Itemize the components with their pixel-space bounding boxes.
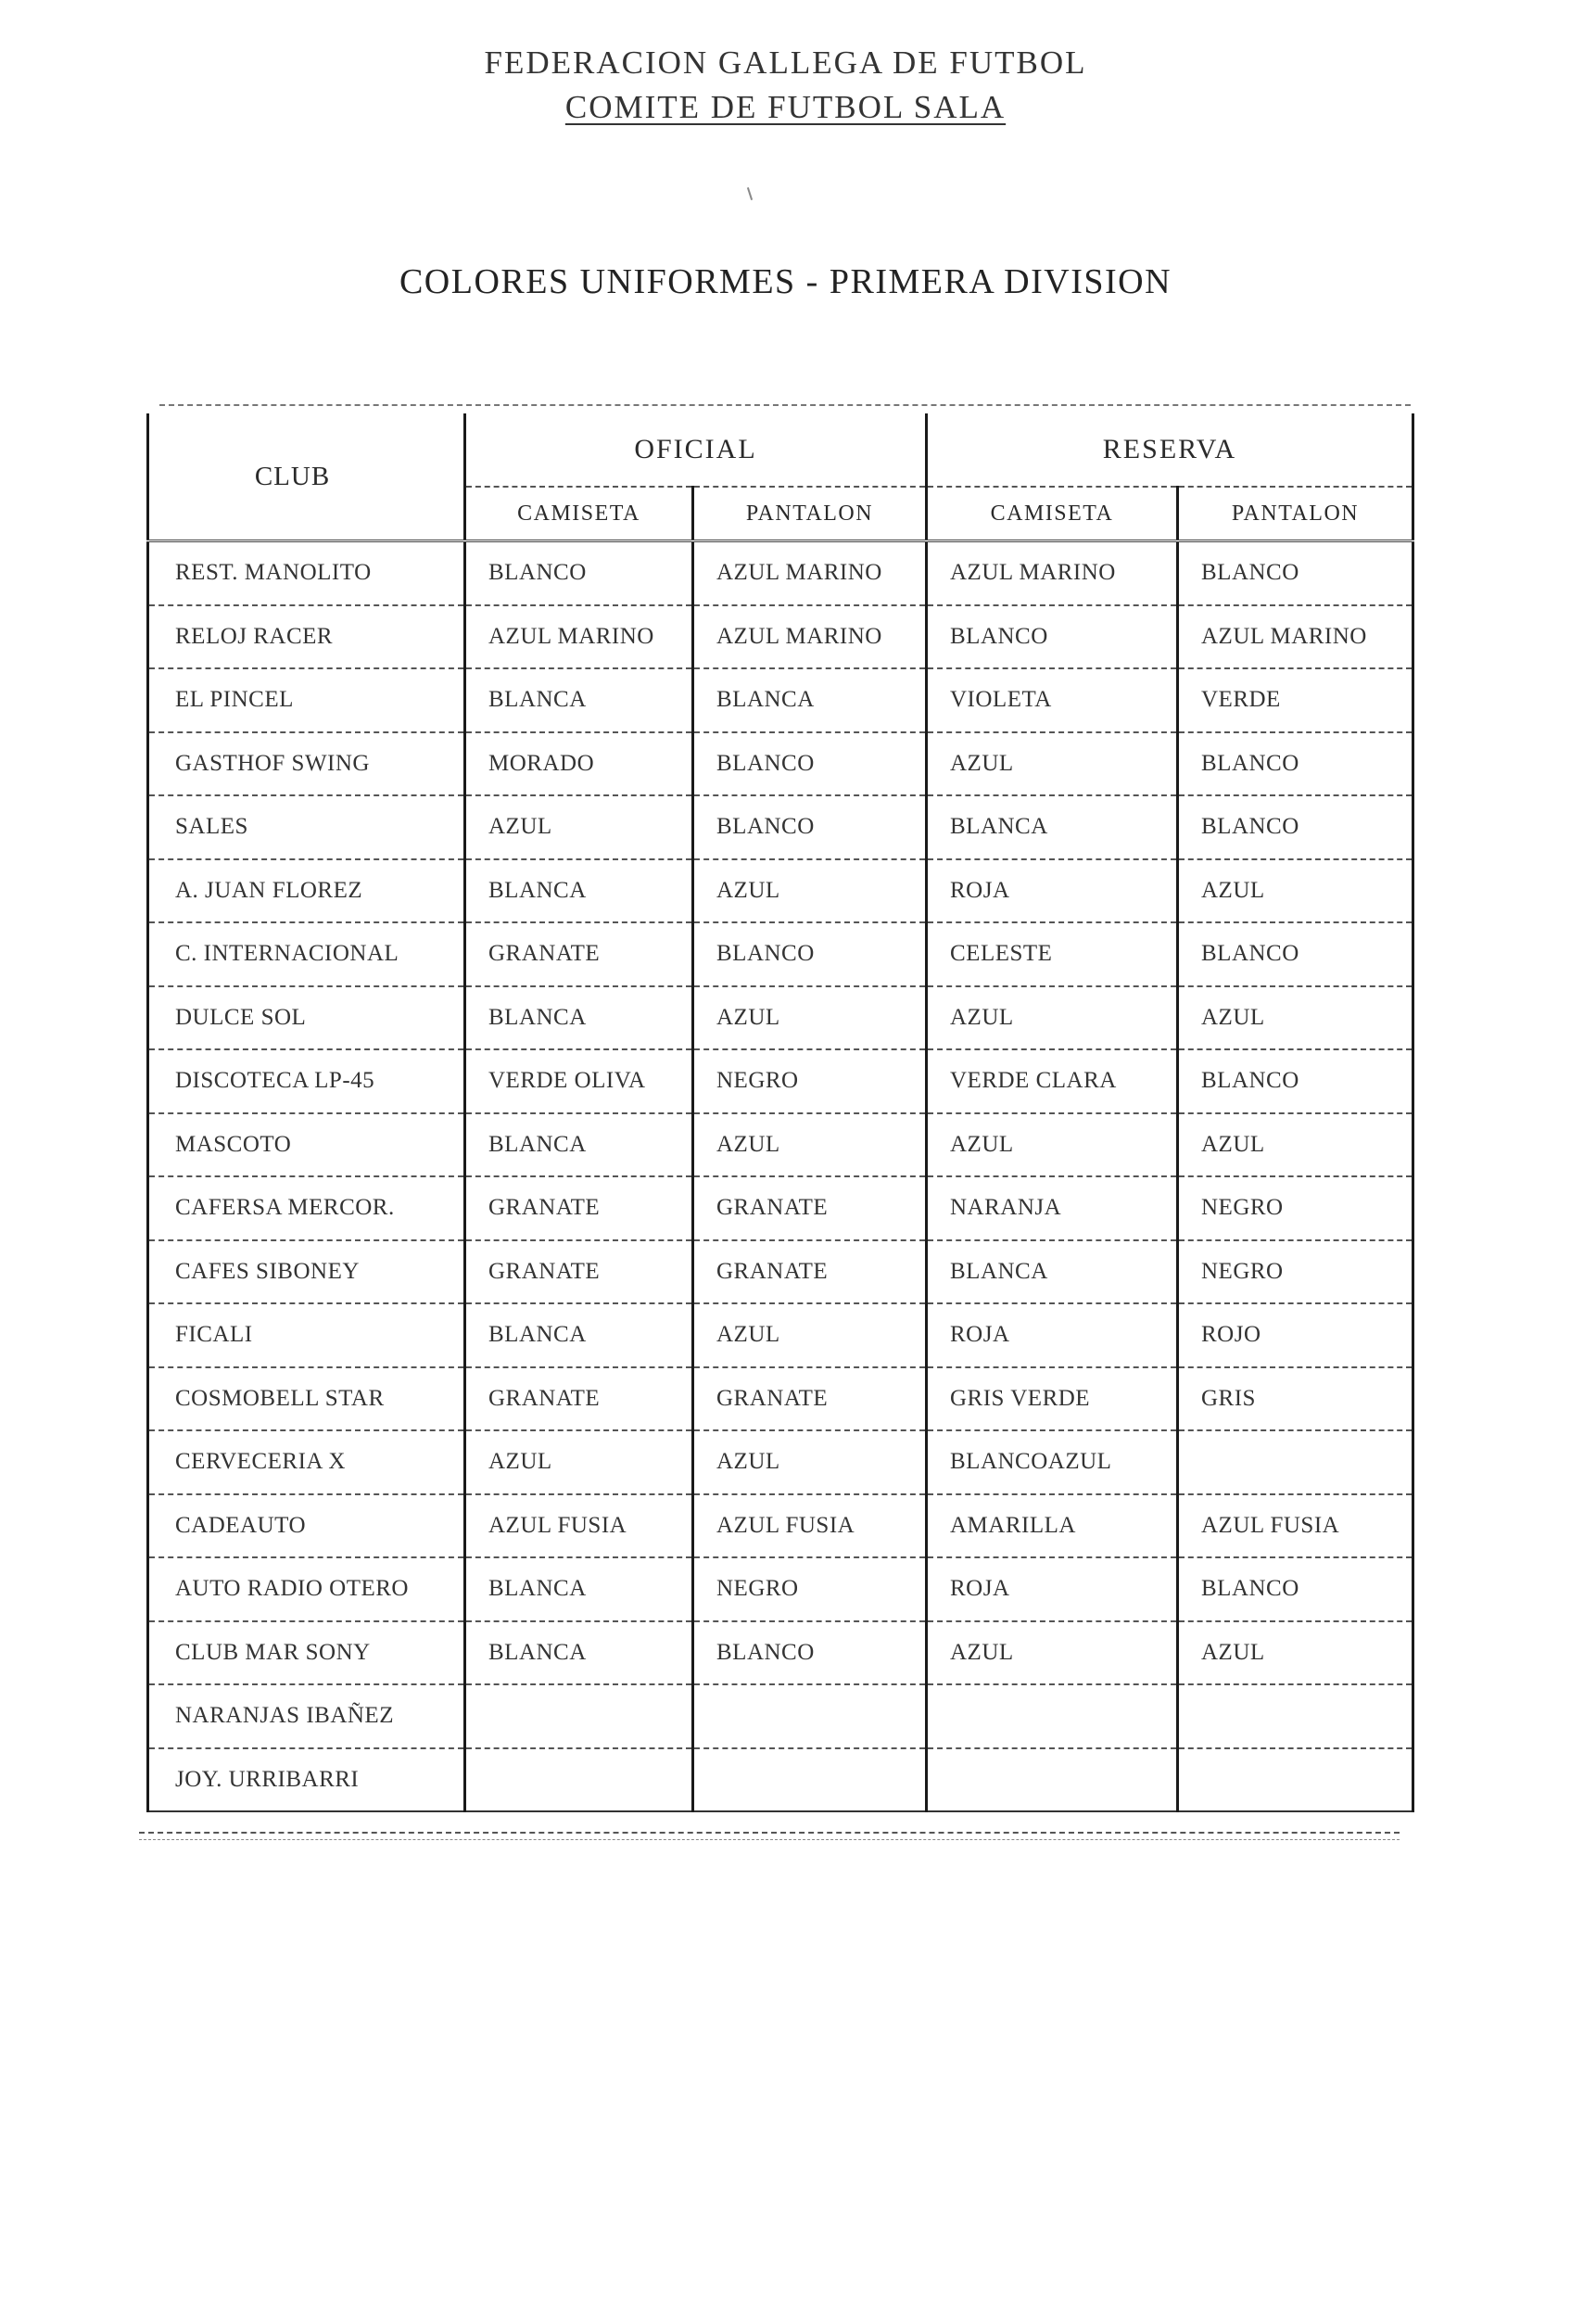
reserva-pantalon-cell bbox=[1178, 1430, 1413, 1494]
table-bottom-rule-secondary bbox=[139, 1839, 1400, 1840]
oficial-pantalon-cell: BLANCO bbox=[693, 922, 927, 986]
reserva-pantalon-cell bbox=[1178, 1748, 1413, 1812]
oficial-camiseta-cell: BLANCA bbox=[465, 1113, 693, 1177]
oficial-pantalon-cell: AZUL MARINO bbox=[693, 605, 927, 669]
reserva-pantalon-cell: AZUL bbox=[1178, 1113, 1413, 1177]
oficial-pantalon-cell: BLANCO bbox=[693, 732, 927, 796]
oficial-pantalon-cell: BLANCO bbox=[693, 795, 927, 859]
reserva-camiseta-cell: VERDE CLARA bbox=[927, 1049, 1178, 1113]
club-name-cell: GASTHOF SWING bbox=[148, 732, 465, 796]
club-name-cell: AUTO RADIO OTERO bbox=[148, 1557, 465, 1621]
reserva-pantalon-cell: AZUL bbox=[1178, 1621, 1413, 1685]
reserva-pantalon-header: PANTALON bbox=[1178, 487, 1413, 541]
oficial-camiseta-cell: BLANCA bbox=[465, 1557, 693, 1621]
reserva-camiseta-cell: AZUL bbox=[927, 986, 1178, 1050]
oficial-pantalon-cell: NEGRO bbox=[693, 1049, 927, 1113]
stray-mark bbox=[747, 187, 753, 200]
club-name-cell: SALES bbox=[148, 795, 465, 859]
club-name-cell: JOY. URRIBARRI bbox=[148, 1748, 465, 1812]
oficial-pantalon-cell: GRANATE bbox=[693, 1240, 927, 1304]
club-name-cell: CLUB MAR SONY bbox=[148, 1621, 465, 1685]
reserva-camiseta-cell: VIOLETA bbox=[927, 668, 1178, 732]
oficial-camiseta-cell: BLANCO bbox=[465, 541, 693, 605]
oficial-camiseta-cell: GRANATE bbox=[465, 1176, 693, 1240]
oficial-camiseta-cell: GRANATE bbox=[465, 922, 693, 986]
club-name-cell: CADEAUTO bbox=[148, 1494, 465, 1558]
uniform-colors-table-wrapper bbox=[146, 413, 1412, 1812]
oficial-camiseta-cell bbox=[465, 1748, 693, 1812]
table-body bbox=[148, 541, 1413, 1812]
club-name-cell: EL PINCEL bbox=[148, 668, 465, 732]
table-row bbox=[148, 1684, 1413, 1748]
oficial-camiseta-cell: MORADO bbox=[465, 732, 693, 796]
oficial-camiseta-cell: AZUL bbox=[465, 795, 693, 859]
oficial-camiseta-cell: AZUL FUSIA bbox=[465, 1494, 693, 1558]
club-name-cell: FICALI bbox=[148, 1303, 465, 1367]
table-row bbox=[148, 668, 1413, 732]
reserva-camiseta-cell: GRIS VERDE bbox=[927, 1367, 1178, 1431]
reserva-camiseta-cell: ROJA bbox=[927, 1303, 1178, 1367]
oficial-pantalon-header: PANTALON bbox=[693, 487, 927, 541]
oficial-camiseta-cell: BLANCA bbox=[465, 668, 693, 732]
club-name-cell: RELOJ RACER bbox=[148, 605, 465, 669]
reserva-camiseta-cell: AMARILLA bbox=[927, 1494, 1178, 1558]
reserva-camiseta-cell bbox=[927, 1684, 1178, 1748]
reserva-pantalon-cell: BLANCO bbox=[1178, 922, 1413, 986]
reserva-camiseta-cell: AZUL MARINO bbox=[927, 541, 1178, 605]
committee-title-text: COMITE DE FUTBOL SALA bbox=[564, 89, 1007, 125]
oficial-pantalon-cell: BLANCA bbox=[693, 668, 927, 732]
table-row bbox=[148, 605, 1413, 669]
reserva-camiseta-cell: ROJA bbox=[927, 859, 1178, 923]
document-title: COLORES UNIFORMES - PRIMERA DIVISION bbox=[399, 262, 1172, 301]
club-name-cell: CERVECERIA X bbox=[148, 1430, 465, 1494]
oficial-camiseta-cell: BLANCA bbox=[465, 1303, 693, 1367]
club-column-header: CLUB bbox=[148, 413, 465, 541]
reserva-camiseta-cell: BLANCA bbox=[927, 1240, 1178, 1304]
reserva-pantalon-cell: BLANCO bbox=[1178, 795, 1413, 859]
club-name-cell: COSMOBELL STAR bbox=[148, 1367, 465, 1431]
oficial-camiseta-cell bbox=[465, 1684, 693, 1748]
reserva-pantalon-cell: BLANCO bbox=[1178, 1049, 1413, 1113]
reserva-pantalon-cell: BLANCO bbox=[1178, 1557, 1413, 1621]
club-name-cell: DULCE SOL bbox=[148, 986, 465, 1050]
oficial-pantalon-cell: GRANATE bbox=[693, 1176, 927, 1240]
oficial-camiseta-cell: GRANATE bbox=[465, 1240, 693, 1304]
oficial-camiseta-cell: GRANATE bbox=[465, 1367, 693, 1431]
table-row bbox=[148, 1113, 1413, 1177]
table-row bbox=[148, 1049, 1413, 1113]
reserva-pantalon-cell: AZUL bbox=[1178, 859, 1413, 923]
reserva-pantalon-cell: BLANCO bbox=[1178, 732, 1413, 796]
table-row bbox=[148, 922, 1413, 986]
oficial-camiseta-cell: AZUL MARINO bbox=[465, 605, 693, 669]
club-name-cell: CAFES SIBONEY bbox=[148, 1240, 465, 1304]
club-name-cell: MASCOTO bbox=[148, 1113, 465, 1177]
reserva-camiseta-cell: BLANCA bbox=[927, 795, 1178, 859]
oficial-pantalon-cell: AZUL FUSIA bbox=[693, 1494, 927, 1558]
table-row bbox=[148, 1430, 1413, 1494]
table-group-header-row bbox=[148, 413, 1413, 487]
club-name-cell: CAFERSA MERCOR. bbox=[148, 1176, 465, 1240]
oficial-camiseta-cell: BLANCA bbox=[465, 986, 693, 1050]
oficial-camiseta-cell: AZUL bbox=[465, 1430, 693, 1494]
reserva-camiseta-cell: CELESTE bbox=[927, 922, 1178, 986]
reserva-pantalon-cell: NEGRO bbox=[1178, 1240, 1413, 1304]
table-row bbox=[148, 1303, 1413, 1367]
oficial-camiseta-cell: BLANCA bbox=[465, 859, 693, 923]
oficial-camiseta-cell: VERDE OLIVA bbox=[465, 1049, 693, 1113]
reserva-pantalon-cell: NEGRO bbox=[1178, 1176, 1413, 1240]
table-row bbox=[148, 1240, 1413, 1304]
table-row bbox=[148, 1494, 1413, 1558]
reserva-camiseta-header: CAMISETA bbox=[927, 487, 1178, 541]
table-row bbox=[148, 1176, 1413, 1240]
table-row bbox=[148, 1748, 1413, 1812]
table-row bbox=[148, 1621, 1413, 1685]
club-name-cell: NARANJAS IBAÑEZ bbox=[148, 1684, 465, 1748]
oficial-group-header: OFICIAL bbox=[465, 413, 927, 487]
oficial-pantalon-cell: GRANATE bbox=[693, 1367, 927, 1431]
table-row bbox=[148, 859, 1413, 923]
oficial-camiseta-header: CAMISETA bbox=[465, 487, 693, 541]
reserva-camiseta-cell: ROJA bbox=[927, 1557, 1178, 1621]
reserva-pantalon-cell: ROJO bbox=[1178, 1303, 1413, 1367]
table-row bbox=[148, 732, 1413, 796]
oficial-pantalon-cell: AZUL bbox=[693, 859, 927, 923]
oficial-pantalon-cell: BLANCO bbox=[693, 1621, 927, 1685]
reserva-camiseta-cell: AZUL bbox=[927, 732, 1178, 796]
reserva-camiseta-cell bbox=[927, 1748, 1178, 1812]
oficial-pantalon-cell: AZUL bbox=[693, 1430, 927, 1494]
oficial-pantalon-cell bbox=[693, 1748, 927, 1812]
organization-title: FEDERACION GALLEGA DE FUTBOL bbox=[484, 44, 1087, 81]
reserva-camiseta-cell: BLANCO bbox=[927, 605, 1178, 669]
reserva-pantalon-cell: AZUL MARINO bbox=[1178, 605, 1413, 669]
reserva-pantalon-cell: VERDE bbox=[1178, 668, 1413, 732]
table-top-rule bbox=[159, 404, 1411, 406]
reserva-pantalon-cell bbox=[1178, 1684, 1413, 1748]
oficial-pantalon-cell bbox=[693, 1684, 927, 1748]
reserva-pantalon-cell: AZUL bbox=[1178, 986, 1413, 1050]
committee-title bbox=[0, 89, 1571, 126]
reserva-pantalon-cell: GRIS bbox=[1178, 1367, 1413, 1431]
uniform-colors-table bbox=[146, 413, 1414, 1812]
table-row bbox=[148, 986, 1413, 1050]
table-row bbox=[148, 1557, 1413, 1621]
reserva-camiseta-cell: AZUL bbox=[927, 1113, 1178, 1177]
club-name-cell: DISCOTECA LP-45 bbox=[148, 1049, 465, 1113]
oficial-pantalon-cell: AZUL bbox=[693, 986, 927, 1050]
reserva-camiseta-cell: BLANCOAZUL bbox=[927, 1430, 1178, 1494]
reserva-camiseta-cell: AZUL bbox=[927, 1621, 1178, 1685]
reserva-pantalon-cell: BLANCO bbox=[1178, 541, 1413, 605]
table-bottom-rule bbox=[139, 1832, 1400, 1834]
table-row bbox=[148, 795, 1413, 859]
oficial-pantalon-cell: AZUL bbox=[693, 1113, 927, 1177]
club-name-cell: C. INTERNACIONAL bbox=[148, 922, 465, 986]
oficial-camiseta-cell: BLANCA bbox=[465, 1621, 693, 1685]
reserva-camiseta-cell: NARANJA bbox=[927, 1176, 1178, 1240]
oficial-pantalon-cell: AZUL bbox=[693, 1303, 927, 1367]
club-name-cell: REST. MANOLITO bbox=[148, 541, 465, 605]
club-name-cell: A. JUAN FLOREZ bbox=[148, 859, 465, 923]
oficial-pantalon-cell: NEGRO bbox=[693, 1557, 927, 1621]
reserva-group-header: RESERVA bbox=[927, 413, 1413, 487]
oficial-pantalon-cell: AZUL MARINO bbox=[693, 541, 927, 605]
table-row bbox=[148, 1367, 1413, 1431]
reserva-pantalon-cell: AZUL FUSIA bbox=[1178, 1494, 1413, 1558]
table-row bbox=[148, 541, 1413, 605]
